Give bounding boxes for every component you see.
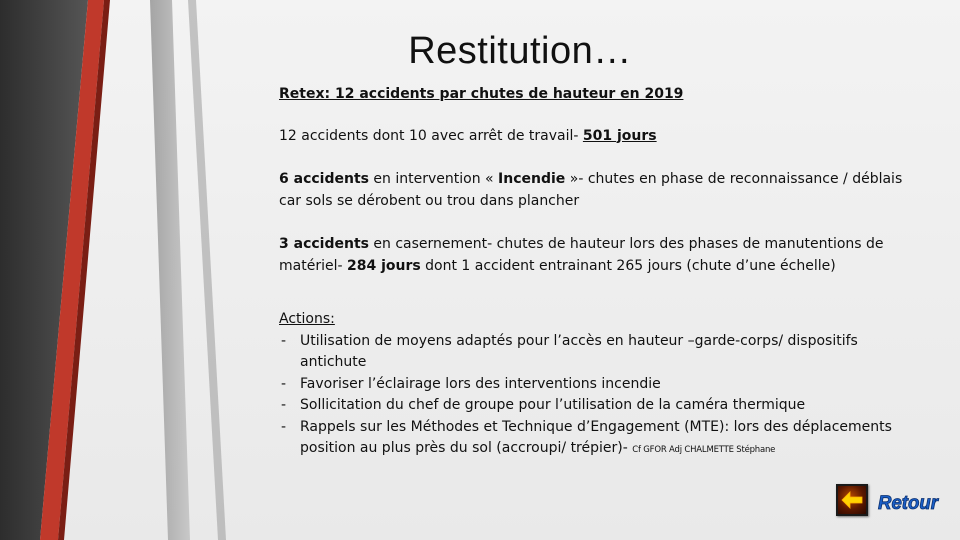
- actions-heading: Actions:: [279, 311, 335, 327]
- actions-list: [279, 331, 909, 462]
- paragraph-accidents-total: [279, 126, 909, 148]
- decorative-stripes: [0, 0, 230, 540]
- action-item: - Utilisation de moyens adaptés pour l’accès en hauteur –garde-corps/ dispositifs antichute: [279, 331, 909, 374]
- paragraph-casernement: [279, 234, 909, 277]
- slide-title: Restitution…: [408, 30, 632, 72]
- para2-count: 6 accidents: [279, 171, 369, 187]
- para2-text-b: »- chutes en phase de reconnaissance / déblais car sols se dérobent ou trou dans plancher: [279, 171, 903, 209]
- para3-text-b: dont 1 accident entrainant 265 jours (chute d’une échelle): [420, 257, 836, 274]
- para2-text-a: en intervention «: [368, 171, 499, 187]
- para3-days: 284 jours: [346, 257, 421, 274]
- action-item: [279, 417, 909, 462]
- paragraph-incendie: [279, 169, 909, 212]
- retour-label: Retour: [878, 493, 940, 514]
- retex-heading: Retex: 12 accidents par chutes de hauteur en 2019: [279, 86, 684, 102]
- para1-text: 12 accidents dont 10 avec arrêt de travail-: [279, 127, 583, 144]
- action-item: - Favoriser l’éclairage lors des interventions incendie: [279, 374, 909, 396]
- credit-note: Cf GFOR Adj CHALMETTE Stéphane: [632, 445, 776, 455]
- content-body: [279, 84, 909, 462]
- left-arrow-icon: [841, 491, 863, 509]
- para3-text-a: en casernement- chutes de hauteur lors des phases de manutentions de matériel-: [279, 236, 884, 274]
- para2-incendie: Incendie: [498, 171, 566, 187]
- retour-link[interactable]: [876, 487, 940, 517]
- para3-count: 3 accidents: [279, 236, 369, 252]
- action-item: - Sollicitation du chef de groupe pour l’utilisation de la caméra thermique: [279, 395, 909, 417]
- action-item-text: Rappels sur les Méthodes et Technique d’Engagement (MTE): lors des déplacements position au plus près du sol (accroupi/ trépier)-: [300, 418, 892, 456]
- para1-days: 501 jours: [582, 127, 657, 144]
- back-button[interactable]: [836, 484, 868, 516]
